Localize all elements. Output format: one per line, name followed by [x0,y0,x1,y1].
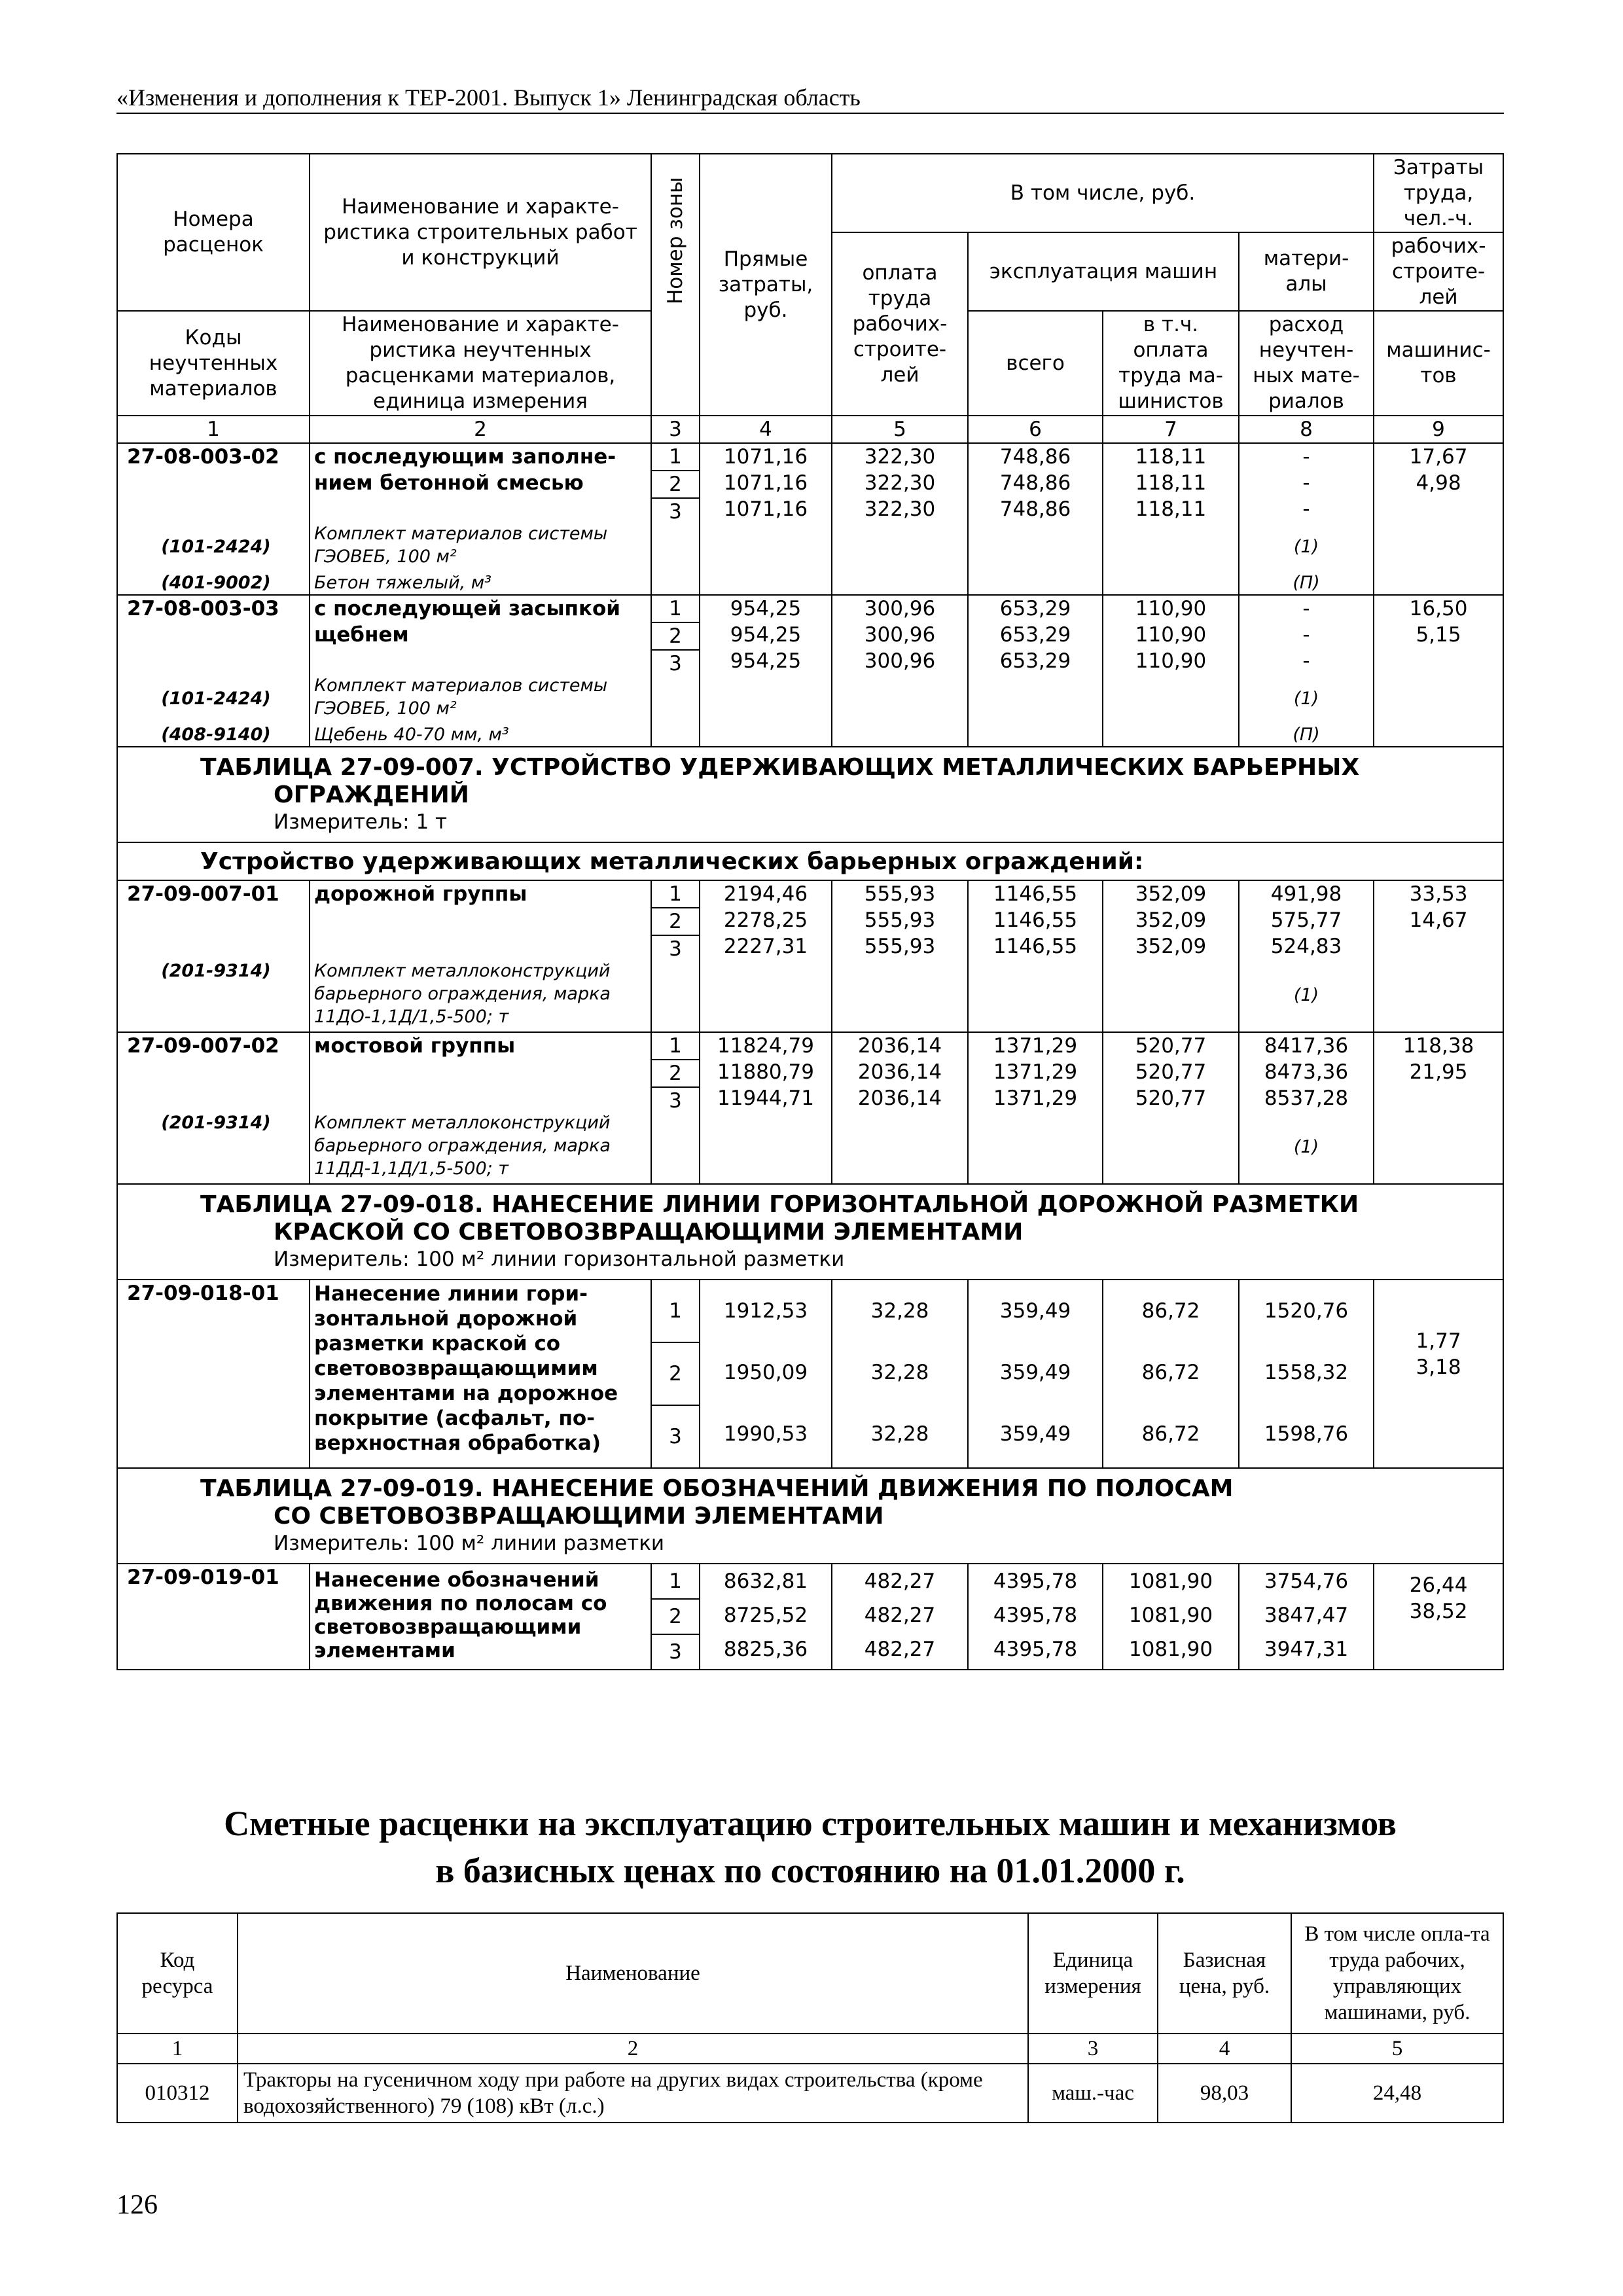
rate-code: 27-09-007-01 [127,882,279,906]
rate-row: 27-09-007-02 (201-9314) мостовой группы Комплект металлоконструкций барьерного ограждения, марка 11ДД-1,1Д/1,5-500; т 1 2 3 11824,79 11880,79 11944,71 2036,14 2036,14 2036,14 1371,29 1371,29 1371,29 520,77 520,77 520,77 8417,36 8473,36 8537,28 (1) 118,38 21,95 [117,1032,1503,1184]
material-name: Комплект металлоконструкций барьерного ограждения, марка 11ДД-1,1Д/1,5-500; т [314,1113,611,1179]
zone: 2 [652,1343,699,1406]
rate-row: 27-09-018-01 Нанесение линии гори-зонтальной дорожной разметки краской со световозвращающимим элементами на дорожное покрытие (асфальт, по-верхностная обработка) 1 2 3 1912,53 1950,09 1990,53 32,28 32,28 32,28 359,49 359,49 359,49 86,72 86,72 86,72 1520,76 1558,32 1598,76 1,77 3,18 [117,1280,1503,1468]
zone: 1 [652,881,699,908]
header-name: Наименование [238,1913,1028,2034]
col-number: 1 [117,416,310,443]
col-number: 6 [968,416,1103,443]
zone: 1 [652,596,699,623]
zone: 1 [652,1033,699,1060]
rate-row: 27-08-003-02 (101-2424) (401-9002) с последующим заполне-нием бетонной смесью Комплект материалов системы ГЭОВЕБ, 100 м² Бетон тяжелый, м³ 1 2 3 1071,16 1071,16 1071,16 322,30 322,30 322,30 748,86 748,86 748,86 118,11 118,11 118,11 - - - (1) (П) 17,67 4,98 [117,443,1503,595]
rate-name: дорожной группы [314,882,527,906]
header-labor-machinists: машинис-тов [1374,311,1503,416]
rate-code: 27-08-003-03 [127,597,279,620]
header-unit: Единица измерения [1028,1913,1158,2034]
rates-table [116,153,1504,1670]
table-title-27-09-018: ТАБЛИЦА 27-09-018. НАНЕСЕНИЕ ЛИНИИ ГОРИЗОНТАЛЬНОЙ ДОРОЖНОЙ РАЗМЕТКИ КРАСКОЙ СО СВЕТОВОЗВРАЩАЮЩИМИ ЭЛЕМЕНТАМИ Измеритель: 100 м² линии горизонтальной разметки [117,1184,1503,1280]
header-including: В том числе, руб. [832,154,1374,232]
header-materials: матери-алы [1239,232,1374,311]
resource-code: 010312 [117,2064,238,2123]
header-machinists-wage: в т.ч. оплата труда ма-шинистов [1103,311,1239,416]
running-header: «Изменения и дополнения к ТЕР-2001. Выпуск 1» Ленинградская область [116,84,861,111]
zone: 3 [669,1089,682,1113]
table-title-27-09-019: ТАБЛИЦА 27-09-019. НАНЕСЕНИЕ ОБОЗНАЧЕНИЙ ДВИЖЕНИЯ ПО ПОЛОСАМ СО СВЕТОВОЗВРАЩАЮЩИМИ ЭЛЕМЕНТАМИ Измеритель: 100 м² линии разметки [117,1468,1503,1564]
col-number: 2 [310,416,651,443]
zone: 3 [669,500,682,524]
header-wage: оплата труда рабочих-строите-лей [832,232,968,416]
unit: маш.-час [1028,2064,1158,2123]
rate-code: 27-09-018-01 [127,1282,279,1305]
col-number: 9 [1374,416,1503,443]
material-code: (408-9140) [161,725,271,745]
material-code: (101-2424) [161,537,271,557]
rate-code: 27-08-003-02 [127,445,279,469]
col-number: 3 [651,416,700,443]
col-number: 3 [1028,2034,1158,2064]
header-operator-wage: В том числе опла-та труда рабочих, управляющих машинами, руб. [1291,1913,1503,2034]
col-number: 7 [1103,416,1239,443]
base-price: 98,03 [1158,2064,1291,2123]
rate-name: Нанесение линии гори-зонтальной дорожной разметки краской со световозвращающимим элементами на дорожное покрытие (асфальт, по-верхностная обработка) [314,1282,618,1455]
table-row [117,2064,1503,2123]
section-heading: Сметные расценки на эксплуатацию строительных машин и механизмов в базисных ценах по состоянию на 01.01.2000 г. [224,1804,1397,1890]
zone: 3 [669,1640,682,1664]
table-title-27-09-007: ТАБЛИЦА 27-09-007. УСТРОЙСТВО УДЕРЖИВАЮЩИХ МЕТАЛЛИЧЕСКИХ БАРЬЕРНЫХ ОГРАЖДЕНИЙ Измеритель: 1 т [117,747,1503,842]
rate-name: мостовой группы [314,1034,516,1058]
zone: 2 [652,623,699,651]
rate-name: с последующим заполне-нием бетонной смесью [314,445,616,495]
material-code: (401-9002) [161,573,271,593]
zone: 2 [652,1060,699,1088]
operator-wage: 24,48 [1291,2064,1503,2123]
rate-row: 27-09-019-01 Нанесение обозначений движения по полосам со световозвращающими элементами 1 2 3 8632,81 8725,52 8825,36 482,27 482,27 482,27 4395,78 4395,78 4395,78 1081,90 1081,90 1081,90 3754,76 3847,47 3947,31 26,44 38,52 [117,1564,1503,1670]
zone: 1 [652,1564,699,1600]
header-labor: Затраты труда, чел.-ч. [1374,154,1503,232]
header-resource-code: Код ресурса [117,1913,238,2034]
col-number: 4 [1158,2034,1291,2064]
header-material-codes: Коды неучтенных материалов [117,311,310,416]
col-number: 1 [117,2034,238,2064]
header-codes: Номера расценок [117,154,310,311]
rate-row: 27-09-007-01 (201-9314) дорожной группы Комплект металлоконструкций барьерного ограждения, марка 11ДО-1,1Д/1,5-500; т 1 2 3 2194,46 2278,25 2227,31 555,93 555,93 555,93 1146,55 1146,55 1146,55 352,09 352,09 352,09 491,98 575,77 524,83 (1) 33,53 14,67 [117,880,1503,1032]
header-unaccounted-materials: расход неучтен-ных мате-риалов [1239,311,1374,416]
material-code: (201-9314) [161,1113,271,1133]
col-number: 2 [238,2034,1028,2064]
machine-name: Тракторы на гусеничном ходу при работе на других видах строительства (кроме водохозяйственного) 79 (108) кВт (л.с.) [238,2064,1028,2123]
rate-code: 27-09-007-02 [127,1034,279,1058]
material-code: (101-2424) [161,689,271,709]
zone: 3 [669,1425,682,1448]
header-direct-costs: Прямые затраты, руб. [700,154,832,416]
rate-row: 27-08-003-03 (101-2424) (408-9140) с последующей засыпкой щебнем Комплект материалов системы ГЭОВЕБ, 100 м² Щебень 40-70 мм, м³ 1 2 3 954,25 954,25 954,25 300,96 300,96 300,96 653,29 653,29 653,29 110,90 110,90 110,90 - - - (1) (П) 16,50 5,15 [117,595,1503,747]
col-number: 4 [700,416,832,443]
zone: 3 [669,937,682,961]
header-rule [116,113,1504,114]
zone: 2 [652,471,699,499]
machine-rates-table [116,1912,1504,2123]
zone: 1 [652,1280,699,1343]
header-material-names: Наименование и характе-ристика неучтенных расценками материалов, единица измерения [310,311,651,416]
rate-name: Нанесение обозначений движения по полосам со световозвращающими элементами [314,1568,607,1662]
zone: 2 [652,1600,699,1635]
header-machines: эксплуатация машин [968,232,1239,311]
material-name: Комплект материалов системы ГЭОВЕБ, 100 м² [314,524,608,567]
zone: 3 [669,652,682,675]
col-number: 5 [832,416,968,443]
material-name: Комплект металлоконструкций барьерного ограждения, марка 11ДО-1,1Д/1,5-500; т [314,961,611,1027]
zone: 1 [652,444,699,471]
rate-name: с последующей засыпкой щебнем [314,597,620,647]
header-name: Наименование и характе-ристика строительных работ и конструкций [310,154,651,311]
material-name: Бетон тяжелый, м³ [314,573,492,593]
col-number: 5 [1291,2034,1503,2064]
header-machines-total: всего [968,311,1103,416]
material-name: Комплект материалов системы ГЭОВЕБ, 100 м² [314,675,608,719]
subsection-title: Устройство удерживающих металлических барьерных ограждений: [117,842,1503,880]
material-code: (201-9314) [161,961,271,981]
header-zone: Номер зоны [651,154,700,416]
material-name: Щебень 40-70 мм, м³ [314,725,509,745]
header-labor-workers: рабочих-строите-лей [1374,232,1503,311]
col-number: 8 [1239,416,1374,443]
page-number: 126 [116,2190,158,2220]
header-base-price: Базисная цена, руб. [1158,1913,1291,2034]
rate-code: 27-09-019-01 [127,1566,279,1589]
zone: 2 [652,908,699,936]
